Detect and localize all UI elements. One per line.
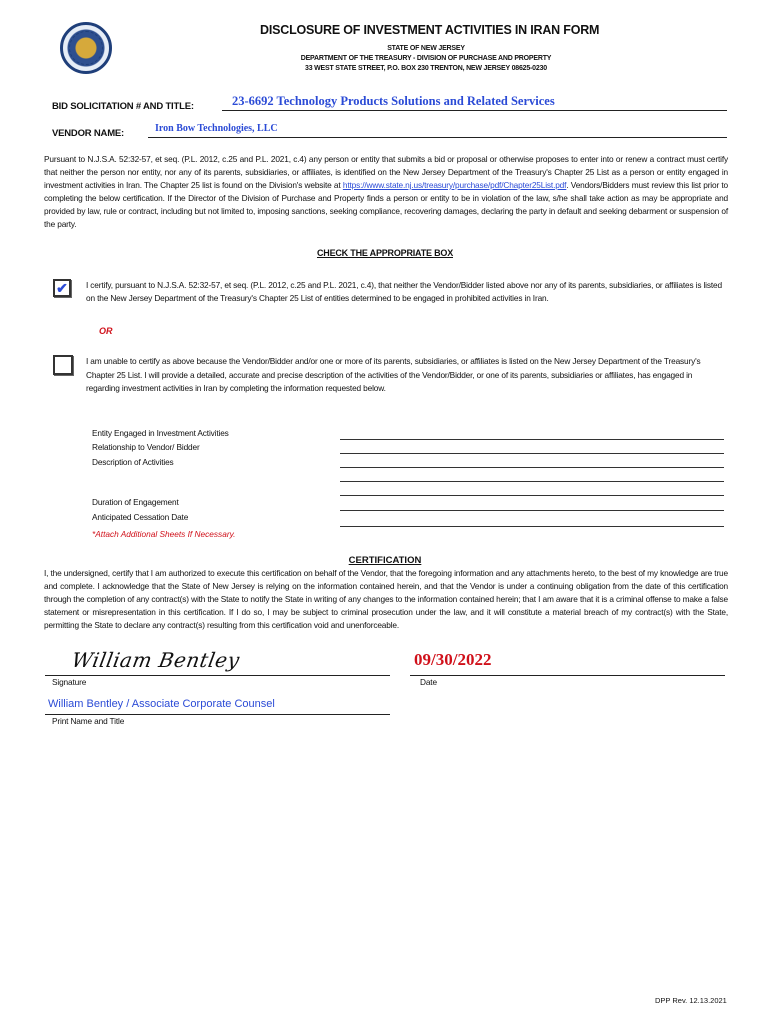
- cessation-field-label: Anticipated Cessation Date: [92, 512, 189, 522]
- check-box-heading: CHECK THE APPROPRIATE BOX: [316, 248, 453, 258]
- checkmark-icon: ✔: [56, 280, 68, 296]
- attach-sheets-note: *Attach Additional Sheets If Necessary.: [92, 529, 236, 539]
- signature-line: [45, 675, 390, 676]
- description-input-line[interactable]: [340, 467, 724, 468]
- vendor-name-value[interactable]: Iron Bow Technologies, LLC: [155, 123, 278, 134]
- revision-footer: DPP Rev. 12.13.2021: [655, 996, 727, 1005]
- or-label: OR: [99, 326, 113, 336]
- duration-input-line[interactable]: [340, 510, 724, 511]
- option2-text: I am unable to certify as above because the Vendor/Bidder and/or one or more of its parents, subsidiaries, or affiliates is listed on the New Jersey Department of the Treasury's Chapter 25 List. I will provide a detailed, accurate and precise description of the activities of the Vendor/Bidder, or one of its parents, subsidiaries or affiliates, has engaged in regarding investment activities in Iran by completing the information requested below.: [86, 356, 701, 393]
- header-department-line: DEPARTMENT OF THE TREASURY - DIVISION OF PURCHASE AND PROPERTY: [300, 55, 552, 62]
- duration-field-label: Duration of Engagement: [92, 497, 179, 507]
- chapter25-list-link[interactable]: https://www.state.nj.us/treasury/purchase/pdf/Chapter25List.pdf: [342, 180, 567, 190]
- vendor-name-label: VENDOR NAME:: [52, 128, 125, 139]
- certification-heading: CERTIFICATION: [348, 555, 422, 566]
- signature-label: Signature: [52, 677, 87, 687]
- header-state-line: STATE OF NEW JERSEY: [387, 45, 465, 52]
- bid-solicitation-underline: [222, 110, 727, 111]
- certification-paragraph: I, the undersigned, certify that I am authorized to execute this certification on behalf of the Vendor, that the foregoing information and any attachments hereto, to the best of my knowledge are true and complete. I acknowledge that the State of New Jersey is relying on the information contained herein, and that the Vendor is under a continuing obligation from the date of this certification through the completion of any contract(s) with the State to notify the State in writing of any changes to the information contained herein; that I am aware that it is a criminal offense to make a false statement or misrepresentation in this certification. If I do so, I may be subject to criminal prosecution under the law, and it will constitute a material breach of my contract(s) with the State, permitting the State to declare any contract(s) resulting from this certification void and unenforceable.: [44, 568, 728, 630]
- description-field-label: Description of Activities: [92, 457, 174, 467]
- form-title: DISCLOSURE OF INVESTMENT ACTIVITIES IN IRAN FORM: [260, 23, 600, 37]
- certify-not-listed-checkbox[interactable]: [53, 279, 71, 297]
- intro-text-before-link: Pursuant to N.J.S.A. 52:32-57, et seq. (P.L. 2012, c.25 and P.L. 2021, c.4) any person or entity that submits a bid or proposal or otherwise proposes to enter into or renew a contract must certify that neither the person nor entity, nor any of its parents, subsidiaries, or affiliates, is identified on the New Jersey Department of the Treasury's Chapter 25 List as a person or entity engaged in investment activities in Iran. The Chapter 25 list is found on the Division's website at: [44, 154, 728, 190]
- entity-input-line[interactable]: [340, 439, 724, 440]
- entity-field-label: Entity Engaged in Investment Activities: [92, 428, 229, 438]
- print-name-label: Print Name and Title: [52, 716, 125, 726]
- handwritten-signature[interactable]: William Bentley: [69, 648, 242, 672]
- description-input-line-3[interactable]: [340, 495, 724, 496]
- option1-text: I certify, pursuant to N.J.S.A. 52:32-57, et seq. (P.L. 2012, c.25 and P.L. 2021, c.4), that neither the Vendor/Bidder listed above nor any of its parents, subsidiaries, or affiliates is listed on the New Jersey Department of the Treasury's Chapter 25 List of entities determined to be engaged in prohibited activities in Iran.: [86, 280, 722, 303]
- intro-text-after-link: . Vendors/Bidders must review this list prior to completing the below certification. If the Director of the Division of Purchase and Property finds a person or entity to be in violation of the law, s/he shall take action as may be appropriate and provided by law, rule or contract, including but not limited to, imposing sanctions, seeking compliance, recovering damages, declaring the party in default and seeking debarment or suspension of the party.: [44, 180, 729, 229]
- header-address-line: 33 WEST STATE STREET, P.O. BOX 230 TRENTON, NEW JERSEY 08625-0230: [305, 65, 547, 72]
- print-name-title-value[interactable]: William Bentley / Associate Corporate Counsel: [48, 698, 275, 710]
- unable-to-certify-checkbox[interactable]: [53, 355, 73, 375]
- intro-paragraph: [44, 153, 728, 231]
- state-seal-logo: [60, 22, 112, 74]
- relationship-input-line[interactable]: [340, 453, 724, 454]
- description-input-line-2[interactable]: [340, 481, 724, 482]
- date-value[interactable]: 09/30/2022: [414, 650, 492, 669]
- relationship-field-label: Relationship to Vendor/ Bidder: [92, 442, 200, 452]
- date-label: Date: [420, 677, 437, 687]
- bid-solicitation-label: BID SOLICITATION # AND TITLE:: [52, 101, 194, 112]
- bid-solicitation-value[interactable]: 23-6692 Technology Products Solutions and Related Services: [232, 94, 555, 108]
- vendor-name-underline: [148, 137, 727, 138]
- cessation-input-line[interactable]: [340, 526, 724, 527]
- date-line: [410, 675, 725, 676]
